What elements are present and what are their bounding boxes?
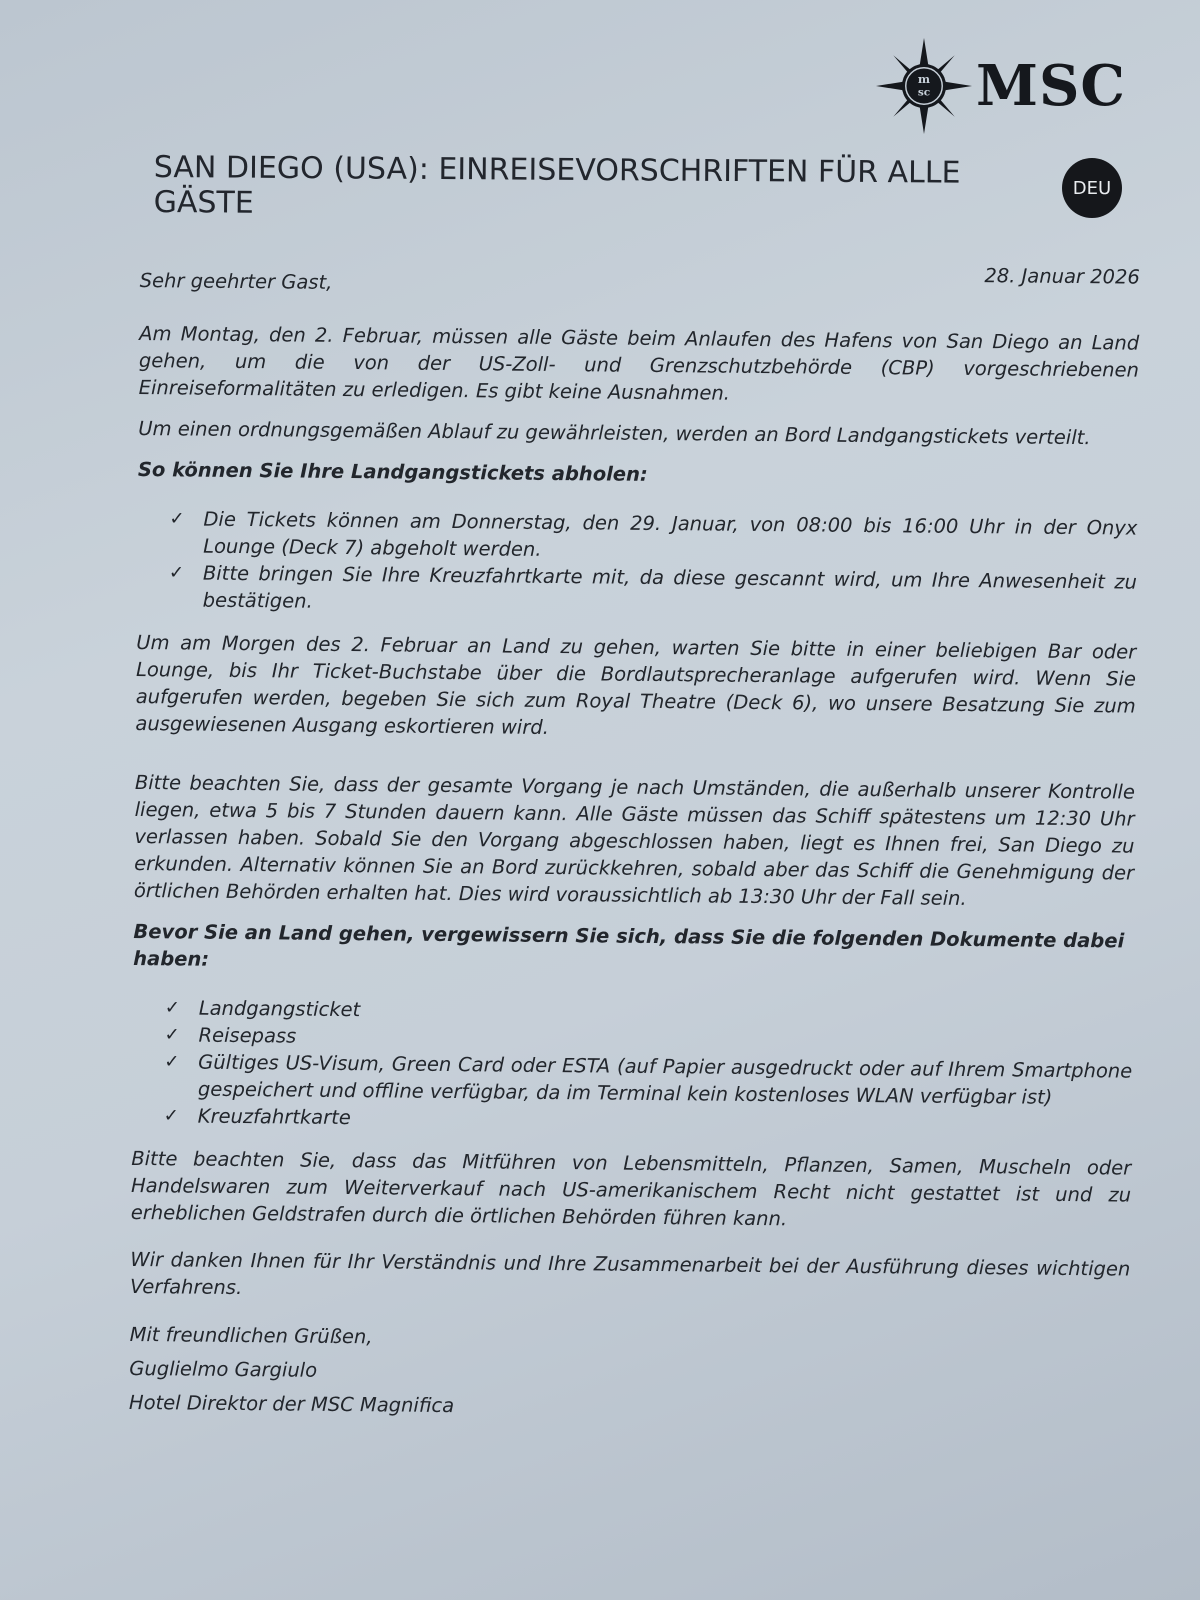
page-title: SAN DIEGO (USA): EINREISEVORSCHRIFTEN FÜR ALLE GÄSTE	[153, 150, 961, 221]
checkmark-icon: ✓	[164, 997, 180, 1019]
checkmark-icon: ✓	[164, 1051, 180, 1073]
svg-text:m: m	[917, 72, 931, 87]
list-item-text: Kreuzfahrtkarte	[197, 1104, 351, 1130]
checkmark-icon: ✓	[169, 508, 185, 530]
list-item-text: Bitte bringen Sie Ihre Kreuzfahrtkarte mit, da diese gescannt wird, um Ihre Anwesenheit zu bestätigen.	[202, 561, 1138, 613]
paragraph-prohibited-items: Bitte beachten Sie, dass das Mitführen von Lebensmitteln, Pflanzen, Samen, Muscheln oder Handelswaren zum Weiterverkauf nach US-amerikanischem Recht nicht gestattet ist und zu erheblichen Geldstrafen durch die örtlichen Behörden führen kann.	[130, 1146, 1132, 1231]
letter-date: 28. Januar 2026	[984, 264, 1140, 289]
list-item-text: Die Tickets können am Donnerstag, den 29. Januar, von 08:00 bis 16:00 Uhr in der Onyx Lounge (Deck 7) abgeholt werden.	[203, 507, 1138, 561]
heading-ticket-pickup: So können Sie Ihre Landgangstickets abholen:	[137, 457, 648, 486]
checkmark-icon: ✓	[163, 1105, 179, 1127]
documents-list	[132, 994, 1133, 1139]
heading-documents: Bevor Sie an Land gehen, vergewissern Sie sich, dass Sie die folgenden Dokumente dabei haben:	[133, 919, 1125, 971]
checkmark-icon: ✓	[168, 562, 185, 584]
paragraph-intro: Am Montag, den 2. Februar, müssen alle Gäste beim Anlaufen des Hafens von San Diego an Land gehen, um die von der US-Zoll- und Grenzschutzbehörde (CBP) vorgeschriebenen Einreiseformalitäten zu erledigen. Es gibt keine Ausnahmen.	[138, 321, 1140, 405]
checkmark-icon: ✓	[164, 1024, 180, 1046]
closing: Mit freundlichen Grüßen,	[129, 1322, 373, 1349]
signature-block	[129, 1318, 1130, 1430]
list-item-text: Reisepass	[198, 1023, 297, 1048]
paragraph-disembark-procedure: Um am Morgen des 2. Februar an Land zu gehen, warten Sie bitte in einer beliebigen Bar oder Lounge, bis Ihr Ticket-Buchstabe über die Bordlautsprecheranlage aufgerufen wird. Wenn Sie aufgerufen werden, begeben Sie sich zum Royal Theatre (Deck 6), wo unsere Besatzung Sie zum ausgewiesenen Ausgang eskortieren wird.	[135, 630, 1137, 739]
paragraph-tickets-info: Um einen ordnungsgemäßen Ablauf zu gewährleisten, werden an Bord Landgangstickets verteilt.	[138, 416, 1091, 450]
list-item-text: Gültiges US-Visum, Green Card oder ESTA (auf Papier ausgedruckt oder auf Ihrem Smartphone gespeichert und offline verfügbar, da im Terminal kein kostenloses WLAN verfügbar ist)	[197, 1050, 1133, 1109]
msc-logo	[876, 38, 1126, 134]
list-item	[164, 1048, 1132, 1111]
paragraph-thanks: Wir danken Ihnen für Ihr Verständnis und Ihre Zusammenarbeit bei der Ausführung dieses wichtigen Verfahrens.	[129, 1247, 1131, 1300]
brand-name: MSC	[976, 53, 1126, 119]
greeting: Sehr geehrter Gast,	[139, 268, 333, 294]
list-item-text: Landgangsticket	[198, 996, 361, 1022]
ticket-pickup-list	[137, 505, 1138, 623]
signer-title: Hotel Direktor der MSC Magnifica	[128, 1390, 455, 1418]
compass-rose-icon	[876, 38, 972, 134]
letter-body	[129, 254, 1140, 1430]
list-item	[169, 559, 1137, 622]
list-item	[169, 505, 1137, 568]
paragraph-duration: Bitte beachten Sie, dass der gesamte Vorgang je nach Umständen, die außerhalb unserer Kontrolle liegen, etwa 5 bis 7 Stunden dauern kann. Alle Gäste müssen das Schiff spätestens um 12:30 Uhr verlassen haben. Sobald Sie den Vorgang abgeschlossen haben, liegt es Ihnen frei, San Diego zu erkunden. Alternativ können Sie an Bord zurückkehren, sobald aber das Schiff die Genehmigung der örtlichen Behörden erhalten hat. Dies wird voraussichtlich ab 13:30 Uhr der Fall sein.	[133, 770, 1135, 910]
signer-name: Guglielmo Gargiulo	[129, 1356, 318, 1382]
svg-text:sc: sc	[917, 86, 931, 99]
language-badge: DEU	[1062, 158, 1122, 218]
